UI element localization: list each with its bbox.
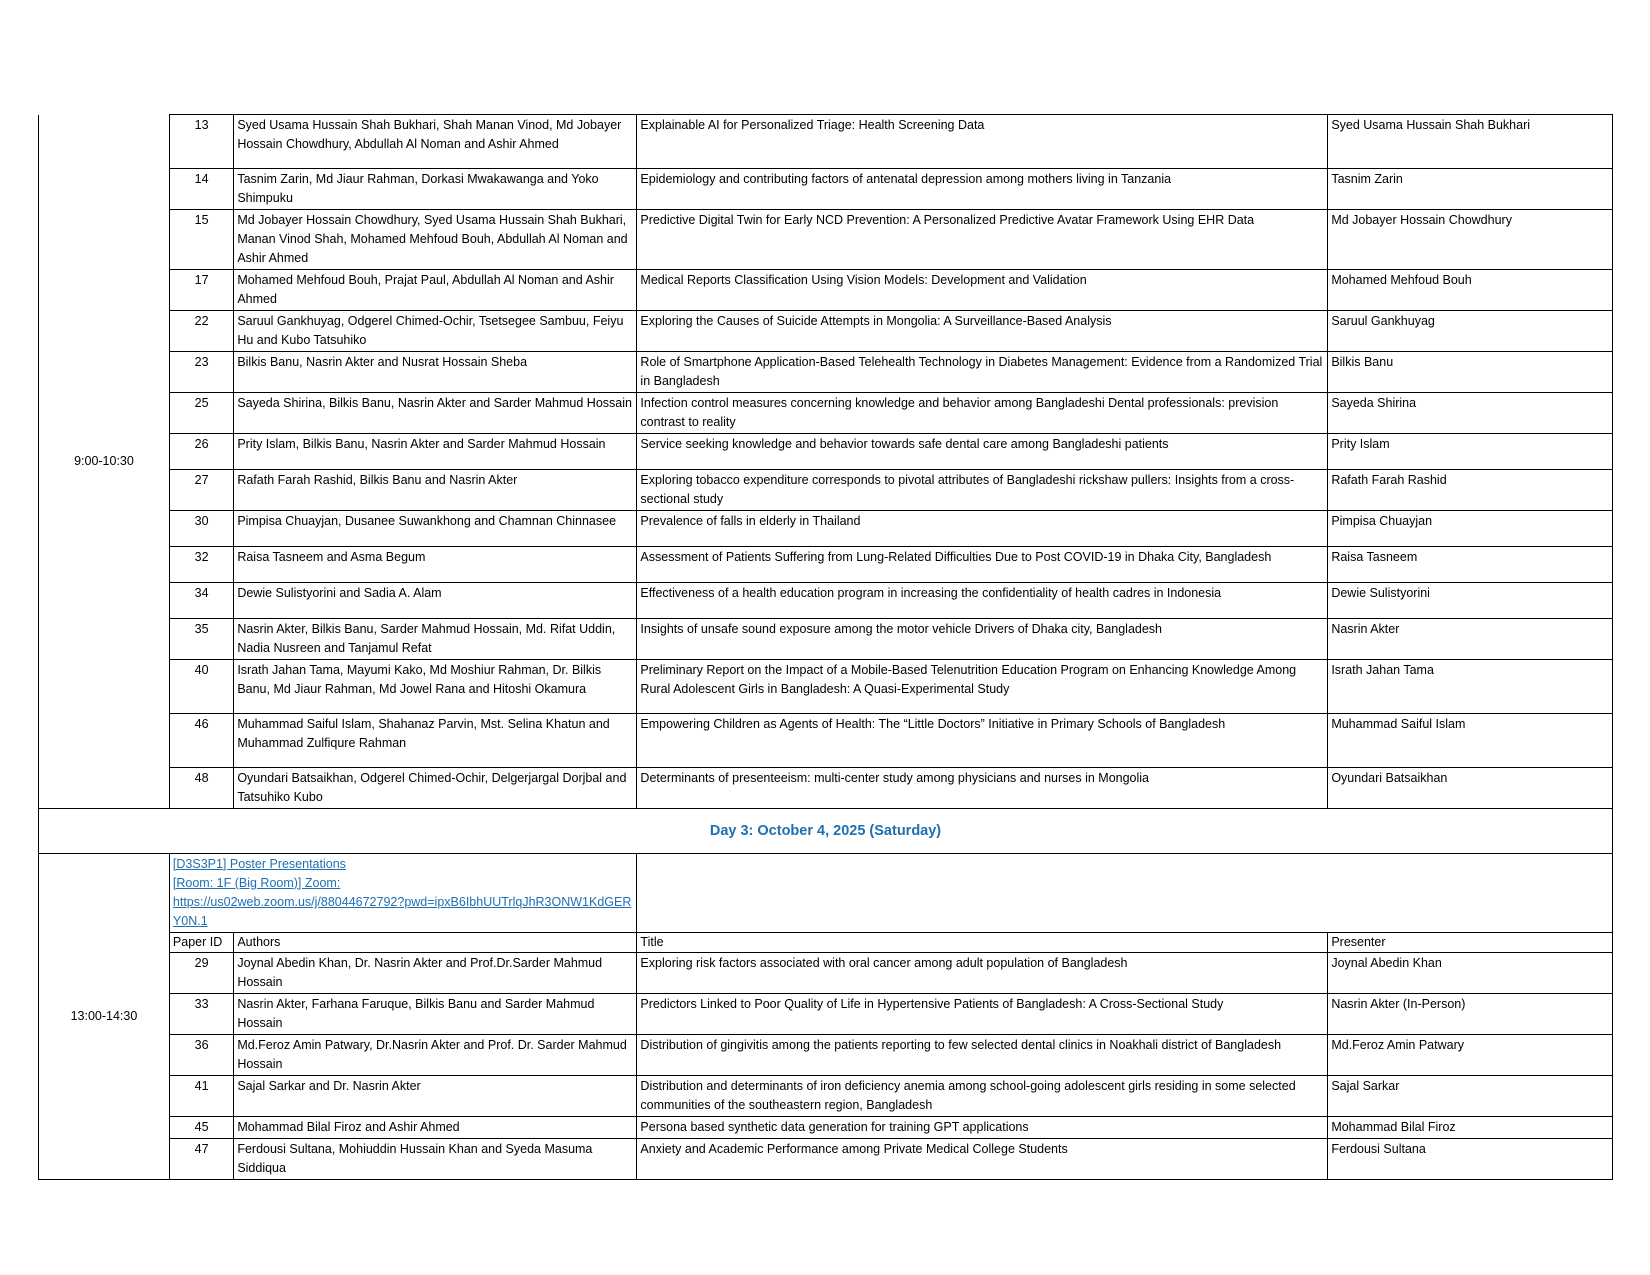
presenter: Bilkis Banu [1328,352,1613,393]
paper-title: Medical Reports Classification Using Vision Models: Development and Validation [637,270,1328,311]
paper-id: 46 [169,714,233,768]
session-info [169,854,637,933]
authors: Pimpisa Chuayjan, Dusanee Suwankhong and Chamnan Chinnasee [234,511,637,547]
schedule-table [38,114,1613,1180]
paper-id: 30 [169,511,233,547]
table-row [39,953,1613,994]
header-paper-id: Paper ID [169,933,233,953]
authors: Syed Usama Hussain Shah Bukhari, Shah Manan Vinod, Md Jobayer Hossain Chowdhury, Abdullah Al Noman and Ashir Ahmed [234,115,637,169]
presenter: Nasrin Akter [1328,619,1613,660]
authors: Sayeda Shirina, Bilkis Banu, Nasrin Akter and Sarder Mahmud Hossain [234,393,637,434]
session-link-line[interactable]: [D3S3P1] Poster Presentations [172,857,346,871]
paper-title: Insights of unsafe sound exposure among the motor vehicle Drivers of Dhaka city, Bangladesh [637,619,1328,660]
presenter: Ferdousi Sultana [1328,1139,1613,1180]
paper-title: Exploring the Causes of Suicide Attempts in Mongolia: A Surveillance-Based Analysis [637,311,1328,352]
paper-title: Epidemiology and contributing factors of antenatal depression among mothers living in Tanzania [637,169,1328,210]
presenter: Md.Feroz Amin Patwary [1328,1035,1613,1076]
table-row [39,352,1613,393]
table-row [39,210,1613,270]
table-row [39,660,1613,714]
authors: Israth Jahan Tama, Mayumi Kako, Md Moshiur Rahman, Dr. Bilkis Banu, Md Jiaur Rahman, Md Jowel Rana and Hitoshi Okamura [234,660,637,714]
presenter: Muhammad Saiful Islam [1328,714,1613,768]
authors: Saruul Gankhuyag, Odgerel Chimed-Ochir, Tsetsegee Sambuu, Feiyu Hu and Kubo Tatsuhiko [234,311,637,352]
paper-id: 25 [169,393,233,434]
paper-title: Service seeking knowledge and behavior towards safe dental care among Bangladeshi patients [637,434,1328,470]
presenter: Sajal Sarkar [1328,1076,1613,1117]
authors: Bilkis Banu, Nasrin Akter and Nusrat Hossain Sheba [234,352,637,393]
paper-id: 40 [169,660,233,714]
presenter: Rafath Farah Rashid [1328,470,1613,511]
paper-id: 29 [169,953,233,994]
presenter: Md Jobayer Hossain Chowdhury [1328,210,1613,270]
session-time: 13:00-14:30 [39,854,170,1180]
authors: Ferdousi Sultana, Mohiuddin Hussain Khan and Syeda Masuma Siddiqua [234,1139,637,1180]
presenter: Oyundari Batsaikhan [1328,768,1613,809]
paper-title: Predictive Digital Twin for Early NCD Prevention: A Personalized Predictive Avatar Framework Using EHR Data [637,210,1328,270]
paper-title: Effectiveness of a health education program in increasing the confidentiality of health cadres in Indonesia [637,583,1328,619]
paper-title: Empowering Children as Agents of Health: The “Little Doctors” Initiative in Primary Schools of Bangladesh [637,714,1328,768]
authors: Mohammad Bilal Firoz and Ashir Ahmed [234,1117,637,1139]
paper-title: Preliminary Report on the Impact of a Mobile-Based Telenutrition Education Program on Enhancing Knowledge Among Rural Adolescent Girls in Bangladesh: A Quasi-Experimental Study [637,660,1328,714]
table-row [39,270,1613,311]
paper-id: 27 [169,470,233,511]
presenter: Joynal Abedin Khan [1328,953,1613,994]
paper-id: 26 [169,434,233,470]
presenter: Raisa Tasneem [1328,547,1613,583]
empty-cell [637,854,1613,933]
paper-title: Anxiety and Academic Performance among Private Medical College Students [637,1139,1328,1180]
authors: Md Jobayer Hossain Chowdhury, Syed Usama Hussain Shah Bukhari, Manan Vinod Shah, Mohamed Mehfoud Bouh, Abdullah Al Noman and Ashir Ahmed [234,210,637,270]
paper-id: 17 [169,270,233,311]
table-row [39,547,1613,583]
presenter: Dewie Sulistyorini [1328,583,1613,619]
table-row [39,470,1613,511]
presenter: Prity Islam [1328,434,1613,470]
paper-title: Distribution of gingivitis among the patients reporting to few selected dental clinics in Noakhali district of Bangladesh [637,1035,1328,1076]
header-presenter: Presenter [1328,933,1613,953]
authors: Md.Feroz Amin Patwary, Dr.Nasrin Akter and Prof. Dr. Sarder Mahmud Hossain [234,1035,637,1076]
table-row [39,393,1613,434]
paper-title: Role of Smartphone Application-Based Telehealth Technology in Diabetes Management: Evidence from a Randomized Trial in Bangladesh [637,352,1328,393]
paper-id: 22 [169,311,233,352]
paper-title: Explainable AI for Personalized Triage: Health Screening Data [637,115,1328,169]
session-block-1 [39,115,1613,809]
paper-id: 32 [169,547,233,583]
presenter: Tasnim Zarin [1328,169,1613,210]
paper-id: 14 [169,169,233,210]
paper-title: Exploring risk factors associated with oral cancer among adult population of Bangladesh [637,953,1328,994]
session-time: 9:00-10:30 [39,115,170,809]
table-row [39,1076,1613,1117]
header-authors: Authors [234,933,637,953]
table-row [39,583,1613,619]
paper-id: 15 [169,210,233,270]
presenter: Pimpisa Chuayjan [1328,511,1613,547]
table-row [39,619,1613,660]
paper-id: 47 [169,1139,233,1180]
table-row [39,115,1613,169]
table-row [39,434,1613,470]
authors: Tasnim Zarin, Md Jiaur Rahman, Dorkasi Mwakawanga and Yoko Shimpuku [234,169,637,210]
day-heading-row [39,809,1613,854]
paper-title: Persona based synthetic data generation for training GPT applications [637,1117,1328,1139]
header-row [39,933,1613,953]
paper-title: Predictors Linked to Poor Quality of Life in Hypertensive Patients of Bangladesh: A Cross-Sectional Study [637,994,1328,1035]
presenter: Nasrin Akter (In-Person) [1328,994,1613,1035]
authors: Rafath Farah Rashid, Bilkis Banu and Nasrin Akter [234,470,637,511]
authors: Sajal Sarkar and Dr. Nasrin Akter [234,1076,637,1117]
session-info-row [39,854,1613,933]
paper-id: 23 [169,352,233,393]
day-heading: Day 3: October 4, 2025 (Saturday) [39,809,1613,854]
session-link-line[interactable]: [Room: 1F (Big Room)] Zoom: [172,876,341,890]
authors: Muhammad Saiful Islam, Shahanaz Parvin, Mst. Selina Khatun and Muhammad Zulfiqure Rahman [234,714,637,768]
table-row [39,1117,1613,1139]
presenter: Saruul Gankhuyag [1328,311,1613,352]
paper-title: Assessment of Patients Suffering from Lung-Related Difficulties Due to Post COVID-19 in Dhaka City, Bangladesh [637,547,1328,583]
table-row [39,1035,1613,1076]
paper-title: Distribution and determinants of iron deficiency anemia among school-going adolescent girls residing in some selected communities of the southeastern region, Bangladesh [637,1076,1328,1117]
table-row [39,511,1613,547]
paper-id: 48 [169,768,233,809]
presenter: Syed Usama Hussain Shah Bukhari [1328,115,1613,169]
paper-id: 36 [169,1035,233,1076]
authors: Nasrin Akter, Farhana Faruque, Bilkis Banu and Sarder Mahmud Hossain [234,994,637,1035]
header-title: Title [637,933,1328,953]
authors: Prity Islam, Bilkis Banu, Nasrin Akter and Sarder Mahmud Hossain [234,434,637,470]
paper-id: 45 [169,1117,233,1139]
table-row [39,714,1613,768]
paper-id: 35 [169,619,233,660]
table-row [39,1139,1613,1180]
authors: Mohamed Mehfoud Bouh, Prajat Paul, Abdullah Al Noman and Ashir Ahmed [234,270,637,311]
paper-title: Exploring tobacco expenditure corresponds to pivotal attributes of Bangladeshi rickshaw pullers: Insights from a cross-sectional study [637,470,1328,511]
paper-id: 33 [169,994,233,1035]
paper-id: 13 [169,115,233,169]
authors: Raisa Tasneem and Asma Begum [234,547,637,583]
paper-id: 34 [169,583,233,619]
presenter: Mohammad Bilal Firoz [1328,1117,1613,1139]
authors: Nasrin Akter, Bilkis Banu, Sarder Mahmud Hossain, Md. Rifat Uddin, Nadia Nusreen and Tanjamul Refat [234,619,637,660]
presenter: Mohamed Mehfoud Bouh [1328,270,1613,311]
table-row [39,768,1613,809]
paper-title: Infection control measures concerning knowledge and behavior among Bangladeshi Dental professionals: prevision contrast to reality [637,393,1328,434]
paper-title: Prevalence of falls in elderly in Thailand [637,511,1328,547]
paper-title: Determinants of presenteeism: multi-center study among physicians and nurses in Mongolia [637,768,1328,809]
table-row [39,994,1613,1035]
authors: Joynal Abedin Khan, Dr. Nasrin Akter and Prof.Dr.Sarder Mahmud Hossain [234,953,637,994]
authors: Dewie Sulistyorini and Sadia A. Alam [234,583,637,619]
session-block-2 [39,854,1613,1180]
authors: Oyundari Batsaikhan, Odgerel Chimed-Ochir, Delgerjargal Dorjbal and Tatsuhiko Kubo [234,768,637,809]
presenter: Israth Jahan Tama [1328,660,1613,714]
presenter: Sayeda Shirina [1328,393,1613,434]
table-row [39,311,1613,352]
paper-id: 41 [169,1076,233,1117]
zoom-link[interactable]: https://us02web.zoom.us/j/88044672792?pwd=ipxB6IbhUUTrlqJhR3ONW1KdGERY0N.1 [172,895,632,928]
table-row [39,169,1613,210]
